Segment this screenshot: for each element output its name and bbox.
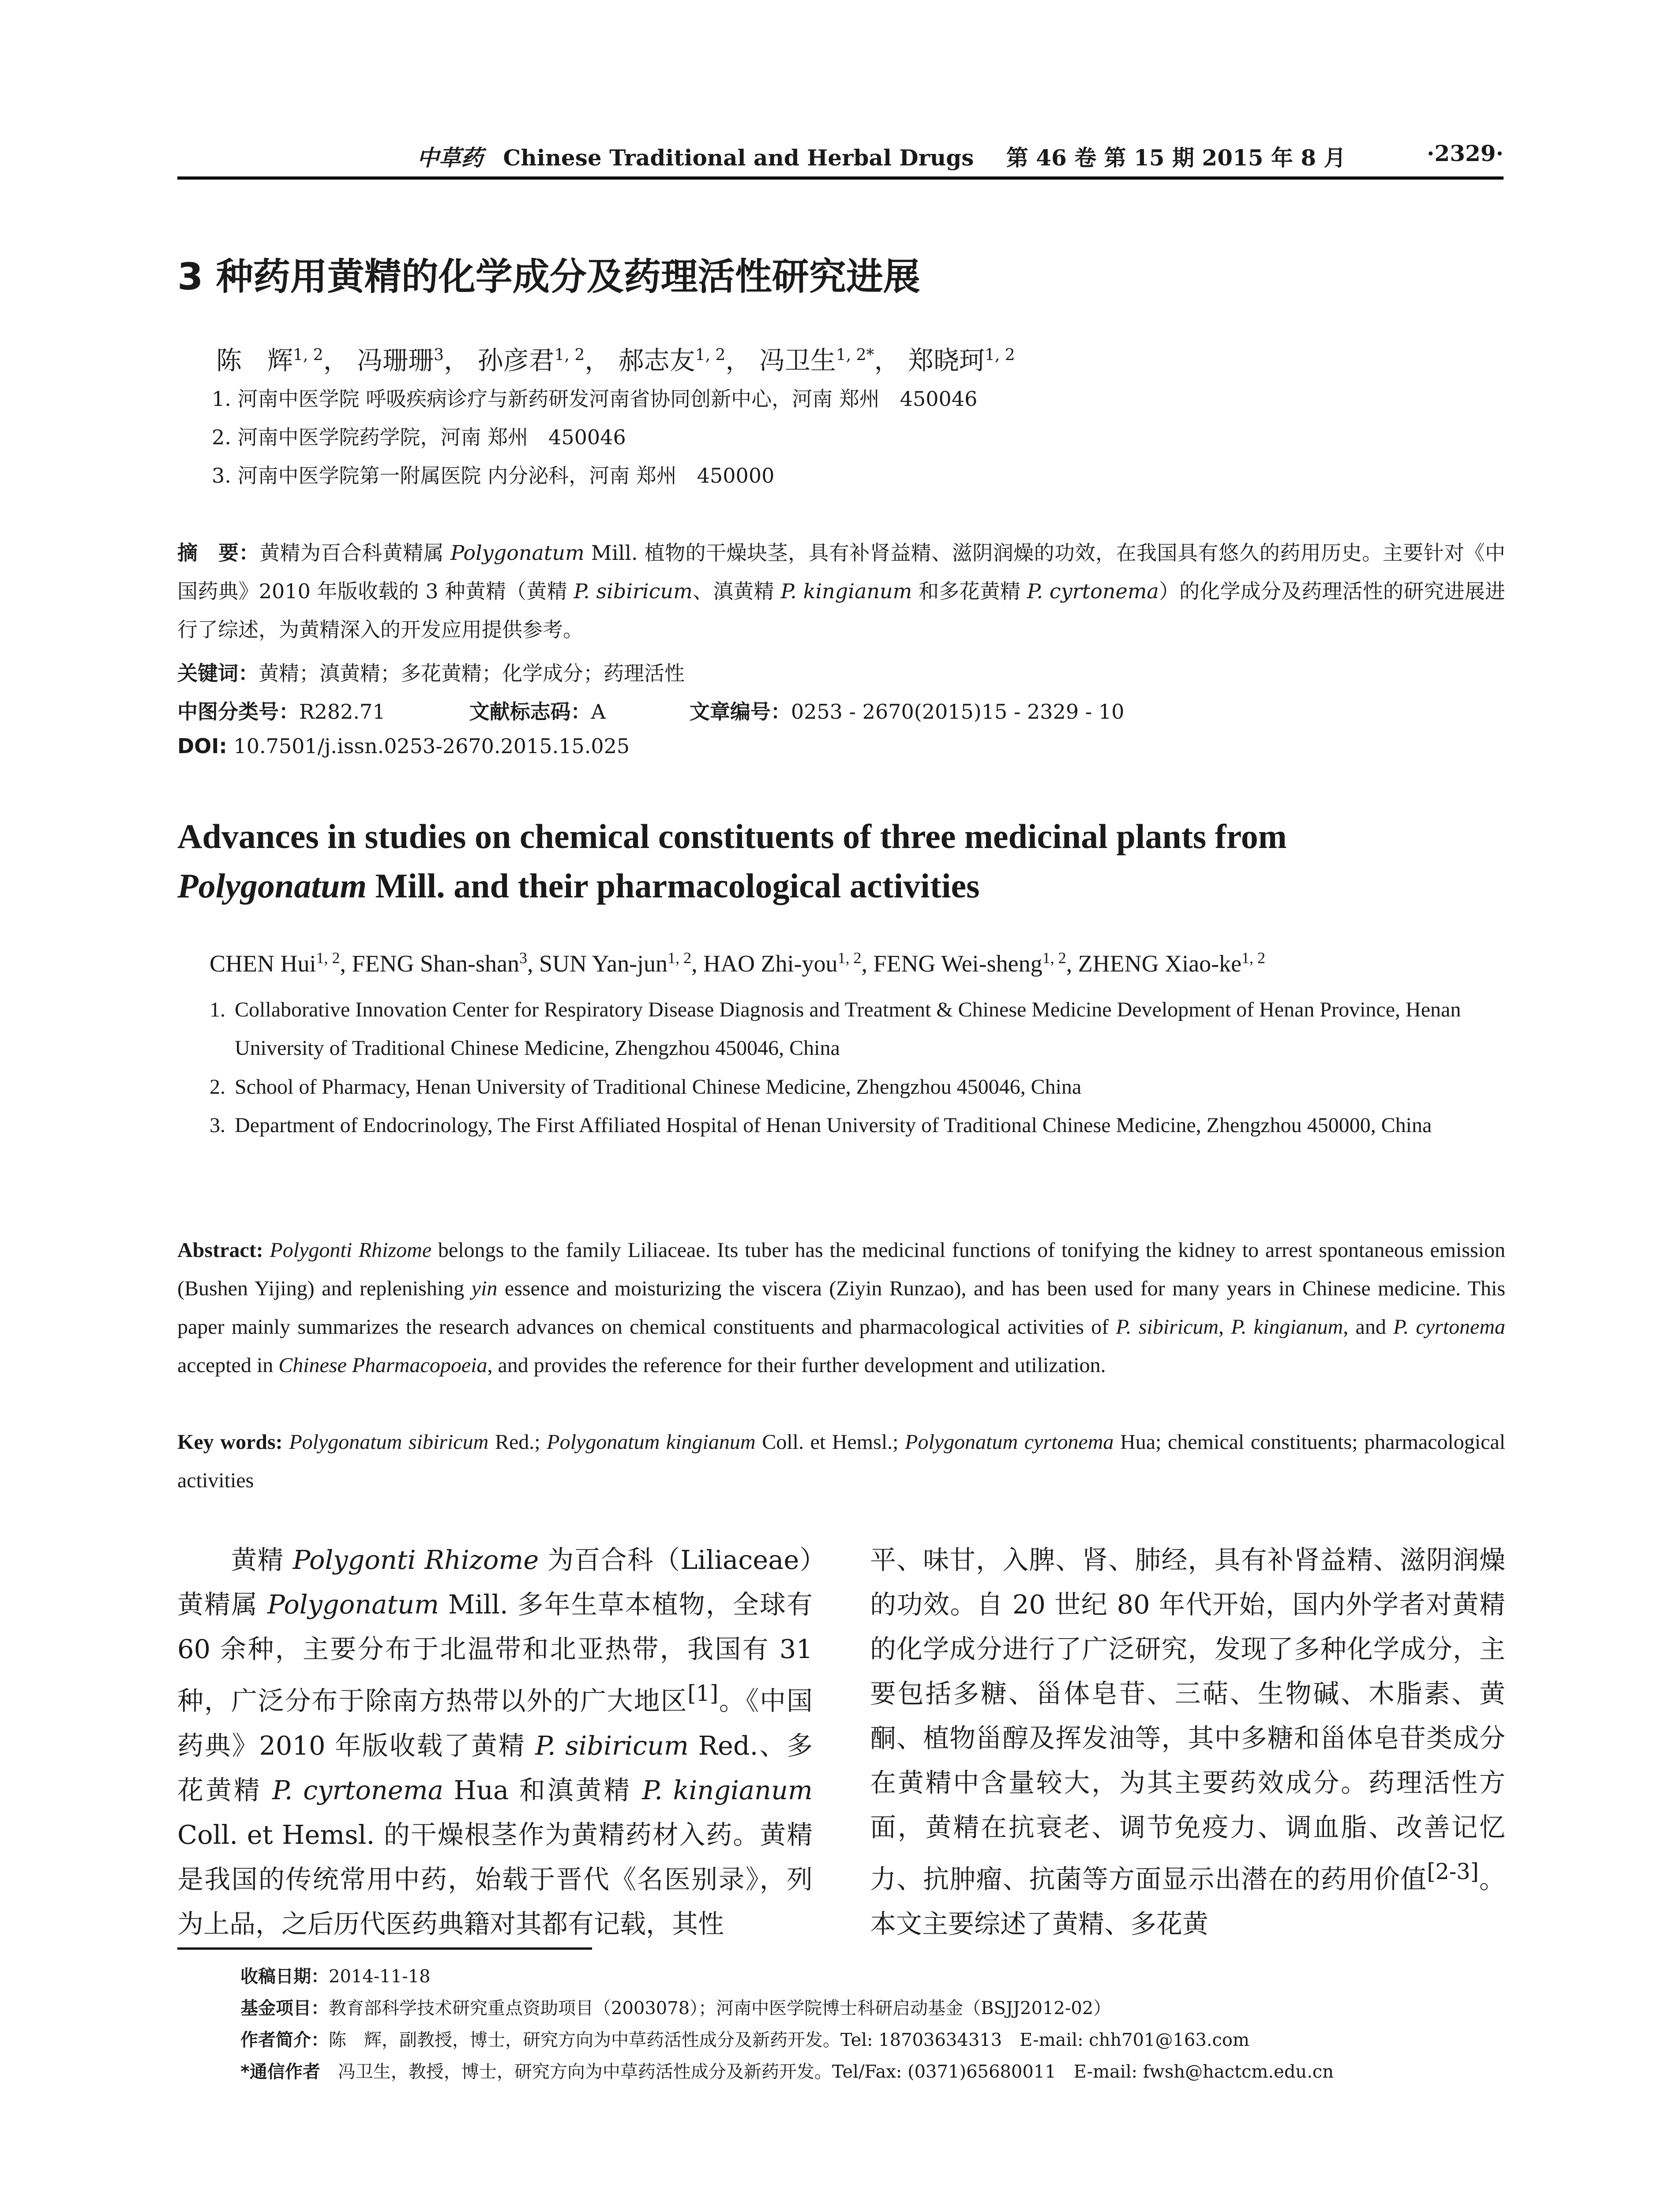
citation-ref[interactable]: [1] [687,1681,719,1706]
genus-name: Polygonatum [267,1589,439,1620]
journal-logo-cn: 中草药 [417,145,483,171]
author-sup: 1, 2 [316,949,340,967]
footnote-text: 教育部科学技术研究重点资助项目（2003078）；河南中医学院博士科研启动基金（BSJJ2012-02） [329,1998,1111,2018]
species-name: P. cyrtonema [1393,1315,1506,1339]
affiliation-text: School of Pharmacy, Henan University of Traditional Chinese Medicine, Zhengzhou 450046, China [235,1075,1082,1099]
keywords-cn-text: 黄精；滇黄精；多花黄精；化学成分；药理活性 [259,661,685,685]
author-sup: 1, 2 [1241,949,1266,967]
affiliation-number: 1. [210,998,225,1021]
genus-name: Polygonatum [177,867,367,905]
author-cn: 陈 辉 [216,345,293,375]
species-name: P. kingianum [642,1775,813,1805]
clc-value: R282.71 [299,700,386,724]
affiliation-text: Collaborative Innovation Center for Respiratory Disease Diagnosis and Treatment & Chinese Medicine Development of Henan Province, Henan University of Traditional Chinese Medicine, Zhengzhou 450046, China [235,998,1461,1060]
affiliation-en-3 [210,1106,1504,1144]
doc-code-label: 文献标志码： [469,700,591,724]
author-sup: 1, 2 [985,346,1015,364]
footnote-text: 2014-11-18 [329,1966,431,1987]
body-text: 平、味甘，入脾、肾、肺经，具有补肾益精、滋阴润燥的功效。自 20 世纪 80 年代开始，国内外学者对黄精的化学成分进行了广泛研究，发现了多种化学成分，主要包括多糖、甾体皂苷、三萜、生物碱、木脂素、黄酮、植物甾醇及挥发油等，其中多糖和甾体皂苷类成分在黄精中含量较大，为其主要药效成分。药理活性方面，黄精在抗衰老、调节免疫力、调血脂、改善记忆力、抗肿瘤、抗菌等方面显示出潜在的药用价值 [870,1545,1505,1895]
abstract-cn-text: ）的化学成分及药理活性的研究进展进行了综述，为黄精深入的开发应用提供参考。 [177,579,1506,642]
affiliation-cn-3: 3. 河南中医学院第一附属医院 内分泌科，河南 郑州 450000 [212,464,775,488]
term-italic: yin [471,1277,498,1300]
body-text: Coll. et Hemsl. 的干燥根茎作为黄精药材入药。黄精是我国的传统常用中药，始载于晋代《名医别录》，列为上品，之后历代医药典籍对其都有记载，其性 [177,1819,813,1939]
footnote-author-bio [240,2026,1249,2051]
classification-line [177,696,1124,725]
body-text: Hua 和滇黄精 [443,1775,642,1805]
keywords-en-label: Key words: [177,1430,283,1454]
author-sup: 1, 2* [836,346,874,364]
author-en: ZHENG Xiao-ke [1078,950,1242,977]
title-en-line1: Advances in studies on chemical constituents of three medicinal plants from [177,817,1287,855]
species-name: Polygonatum kingianum [547,1430,756,1454]
article-number-label: 文章编号： [689,700,791,724]
author-sup: 3 [519,949,527,967]
species-name: P. cyrtonema [272,1775,443,1805]
footnote-text: 冯卫生，教授，博士，研究方向为中草药活性成分及新药开发。Tel/Fax: (0371)65680011 E-mail: fwsh@hactcm.edu.cn [320,2062,1334,2082]
footnote-label: 作者简介： [240,2030,329,2050]
author-en: CHEN Hui [210,950,316,977]
abstract-en-text: , [1219,1315,1231,1339]
keywords-en-text: Red.; [488,1430,547,1454]
footnote-label: 收稿日期： [240,1966,329,1987]
doc-code-value: A [591,700,606,724]
keywords-en [177,1423,1505,1500]
body-column-right [870,1538,1505,1946]
abstract-en-text: , and provides the reference for their further development and utilization. [487,1354,1106,1377]
affiliation-en-2 [210,1068,1504,1106]
abstract-en-text: essence and moisturizing the viscera (Ziyin Runzao), and has been used for many years in Chinese medicine. This paper mainly summarizes the research advances on chemical constituents and pharmacological activities of [177,1277,1506,1339]
footnote-corresponding [240,2058,1334,2083]
author-cn: 郑晓珂 [908,345,985,375]
abstract-cn-text: 、滇黄精 [692,579,781,603]
affiliation-cn-1: 1. 河南中医学院 呼吸疾病诊疗与新药研发河南省协同创新中心，河南 郑州 450046 [212,387,978,411]
abstract-en-label: Abstract: [177,1238,263,1262]
author-sup: 3 [434,346,444,364]
species-name: Polygonatum cyrtonema [905,1430,1114,1454]
author-en: SUN Yan-jun [539,950,668,977]
title-en [177,812,1505,911]
keywords-en-text: Coll. et Hemsl.; [755,1430,905,1454]
citation-ref[interactable]: [2-3] [1427,1859,1479,1884]
article-number-value: 0253 - 2670(2015)15 - 2329 - 10 [791,700,1125,724]
footnote-funding [240,1994,1111,2019]
author-sup: 1, 2 [837,949,862,967]
species-name: P. sibiricum [574,579,693,603]
title-cn: 3 种药用黄精的化学成分及药理活性研究进展 [177,255,920,298]
affiliation-cn-2: 2. 河南中医学院药学院，河南 郑州 450046 [212,425,626,449]
body-text: 。《中国药典》2010 年版收载了黄精 [177,1685,813,1761]
affiliation-en-1 [210,990,1504,1067]
doi-line [177,734,630,758]
body-text: 。本文主要综述了黄精、多花黄 [870,1864,1505,1939]
body-text: Mill. 多年生草本植物，全球有 60 余种，主要分布于北温带和北亚热带，我国有 31 种，广泛分布于除南方热带以外的广大地区 [177,1589,813,1716]
author-en: FENG Shan-shan [352,950,519,977]
authors-cn: 陈 辉$^{1, 2}$， 冯珊珊$^3$， 孙彦君$^{1, 2}$， 郝志友$^{1, 2}$， 冯卫生$^{1, 2*}$， 郑晓珂$^{1, 2}$ [216,345,1015,375]
doi-value[interactable]: 10.7501/j.issn.0253-2670.2015.15.025 [227,734,630,758]
author-cn: 冯卫生 [759,345,836,375]
keywords-cn [177,657,685,687]
body-column-left [177,1538,813,1946]
body-text: 黄精 [230,1545,293,1575]
abstract-cn-text: 和多花黄精 [912,579,1027,603]
keywords-cn-label: 关键词： [177,661,259,685]
doi-label: DOI: [177,734,227,758]
author-cn: 冯珊珊 [357,345,434,375]
abstract-en [177,1231,1505,1384]
abstract-cn-text: 黄精为百合科黄精属 [259,541,451,565]
abstract-cn-label: 摘 要： [177,541,259,565]
book-title: Chinese Pharmacopoeia [278,1354,488,1377]
keywords-en-text: Hua; chemical constituents; pharmacological activities [177,1430,1506,1492]
species-name: P. sibiricum [1116,1315,1219,1339]
footnote-received [240,1962,431,1988]
species-name: P. cyrtonema [1027,579,1159,603]
footnote-label: 基金项目： [240,1998,329,2018]
journal-header [417,140,1346,172]
abstract-en-text: belongs to the family Liliaceae. Its tuber has the medicinal functions of tonifying the kidney to arrest spontaneous emission (Bushen Yijing) and replenishing [177,1238,1505,1300]
footnote-label: *通信作者 [240,2062,320,2082]
species-name: Polygonti Rhizome [270,1238,432,1262]
genus-name: Polygonatum [450,541,585,565]
author-sup: 1, 2 [1042,949,1066,967]
body-text: Red.、多花黄精 [177,1730,813,1805]
abstract-en-text: accepted in [177,1354,279,1377]
species-name: P. sibiricum [535,1730,689,1761]
author-sup: 1, 2 [668,949,692,967]
author-en: HAO Zhi-you [703,950,838,977]
affiliation-number: 3. [210,1114,225,1137]
abstract-en-text: , and [1343,1315,1394,1339]
author-en: FENG Wei-sheng [873,950,1042,977]
issue-info: 第 46 卷 第 15 期 2015 年 8 月 [1006,145,1346,171]
species-name: Polygonatum sibiricum [289,1430,489,1454]
author-sup: 1, 2 [293,346,323,364]
affiliation-text: Department of Endocrinology, The First Affiliated Hospital of Henan University of Traditional Chinese Medicine, Zhengzhou 450000, China [235,1114,1432,1137]
footnote-rule [177,1947,592,1950]
footnote-text: 陈 辉，副教授，博士，研究方向为中草药活性成分及新药开发。Tel: 18703634313 E-mail: chh701@163.com [329,2030,1249,2050]
title-en-line2: Mill. and their pharmacological activities [367,867,980,905]
authors-en: CHEN Hui$^{1, 2}$, FENG Shan-shan$^3$, SUN Yan-jun$^{1, 2}$, HAO Zhi-you$^{1, 2}$, FENG Wei-sheng$^{1, 2}$, ZHENG Xiao-ke$^{1, 2}$ [210,949,1266,977]
author-cn: 孙彦君 [477,345,555,375]
author-cn: 郝志友 [618,345,695,375]
body-text: 为百合科（Liliaceae）黄精属 [177,1545,813,1620]
species-name: P. kingianum [1231,1315,1343,1339]
affiliation-number: 2. [210,1075,225,1099]
journal-name-en: Chinese Traditional and Herbal Drugs [503,145,974,171]
author-sup: 1, 2 [695,346,726,364]
species-name: Polygonti Rhizome [292,1545,539,1575]
author-sup: 1, 2 [554,346,585,364]
abstract-cn-text: Mill. 植物的干燥块茎，具有补肾益精、滋阴润燥的功效，在我国具有悠久的药用历史。主要针对《中国药典》2010 年版收载的 3 种黄精（黄精 [177,541,1506,603]
clc-label: 中图分类号： [177,700,299,724]
species-name: P. kingianum [780,579,912,603]
abstract-cn [177,534,1505,649]
page-number: ·2329· [1427,140,1504,166]
